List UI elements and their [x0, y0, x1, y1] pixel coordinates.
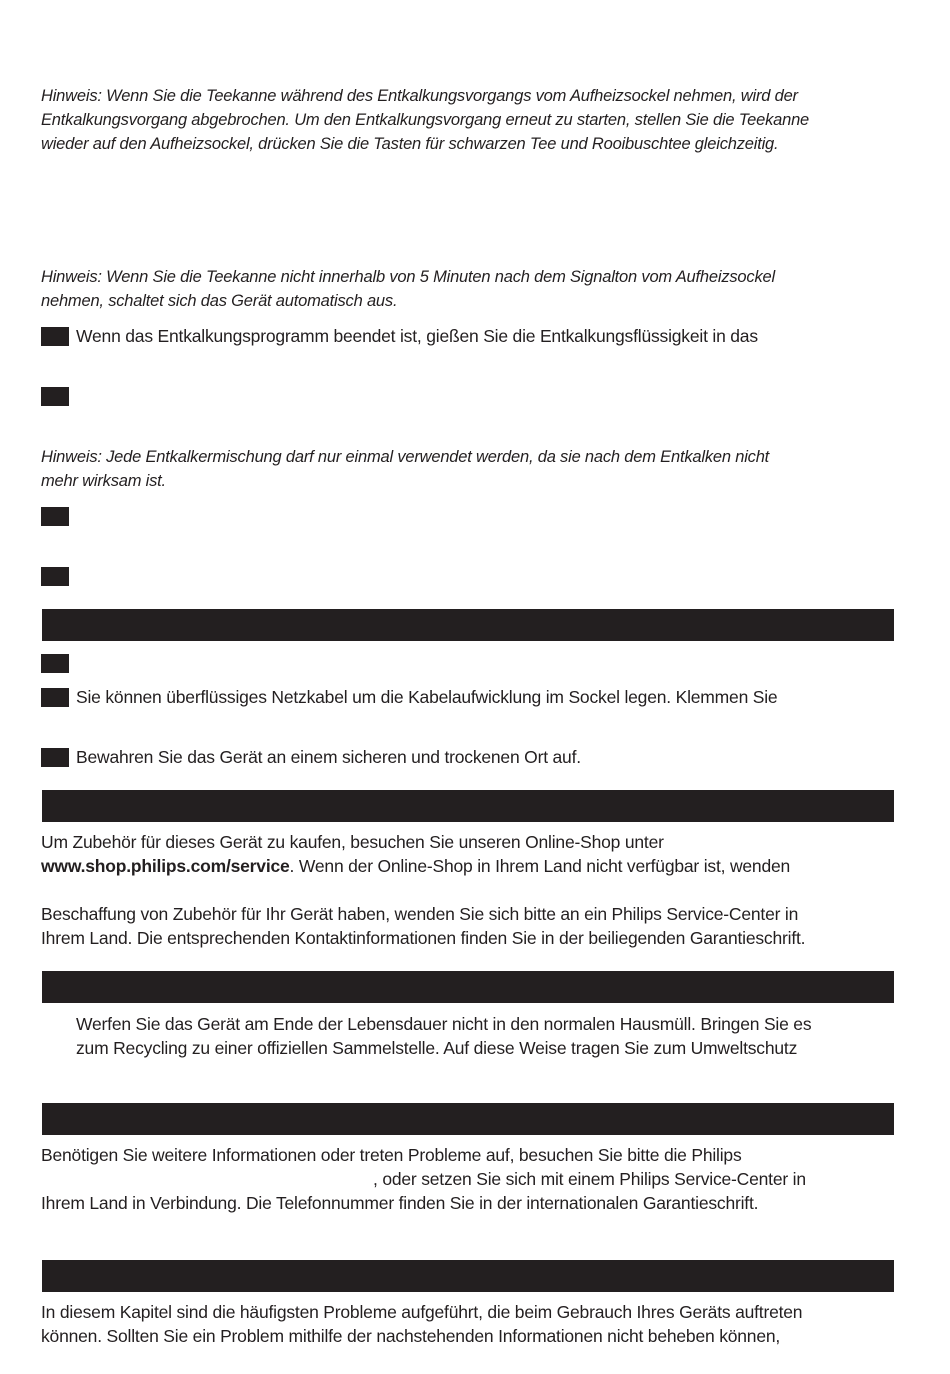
step-number-box [41, 327, 69, 346]
section-header-bar-troubleshooting [42, 1260, 894, 1292]
section-header-bar-storage [42, 609, 894, 641]
accessories-line-4: Ihrem Land. Die entsprechenden Kontaktinformationen finden Sie in der beiliegenden Garantieschrift. [41, 928, 806, 948]
troubleshooting-line-2: können. Sollten Sie ein Problem mithilfe der nachstehenden Informationen nicht beheben können, [41, 1326, 781, 1346]
descaling-interrupt-note [41, 84, 901, 156]
environment-line-1: Werfen Sie das Gerät am Ende der Lebensdauer nicht in den normalen Hausmüll. Bringen Sie es [76, 1014, 812, 1034]
note-line: nehmen, schaltet sich das Gerät automatisch aus. [41, 292, 398, 310]
note-line: Hinweis: Wenn Sie die Teekanne während des Entkalkungsvorgangs vom Aufheizsockel nehmen, wird der [41, 87, 798, 105]
step-cord-storage: Sie können überflüssiges Netzkabel um die Kabelaufwicklung im Sockel legen. Klemmen Sie [76, 687, 778, 707]
note-line: Hinweis: Jede Entkalkermischung darf nur einmal verwendet werden, da sie nach dem Entkalken nicht [41, 448, 770, 466]
accessories-line-1: Um Zubehör für dieses Gerät zu kaufen, besuchen Sie unseren Online-Shop unter [41, 832, 664, 852]
guarantee-line-1: Benötigen Sie weitere Informationen oder treten Probleme auf, besuchen Sie bitte die Philips [41, 1145, 742, 1165]
shop-link[interactable]: www.shop.philips.com/service [41, 856, 290, 876]
section-header-bar-accessories [42, 790, 894, 822]
accessories-line-2-rest: . Wenn der Online-Shop in Ihrem Land nicht verfügbar ist, wenden [289, 856, 791, 876]
step-number-box [41, 507, 69, 526]
note-line: wieder auf den Aufheizsockel, drücken Sie die Tasten für schwarzen Tee und Rooibuschtee gleichzeitig. [41, 135, 779, 153]
step-number-box [41, 688, 69, 707]
descaler-single-use-note [41, 445, 901, 493]
guarantee-line-2: , oder setzen Sie sich mit einem Philips Service-Center in [373, 1169, 806, 1189]
accessories-line-2 [41, 854, 790, 878]
environment-line-2: zum Recycling zu einer offiziellen Sammelstelle. Auf diese Weise tragen Sie zum Umweltschutz [76, 1038, 798, 1058]
note-line: Entkalkungsvorgang abgebrochen. Um den Entkalkungsvorgang erneut zu starten, stellen Sie die Teekanne [41, 111, 810, 129]
step-descale-finished: Wenn das Entkalkungsprogramm beendet ist, gießen Sie die Entkalkungsflüssigkeit in das [76, 326, 758, 346]
section-header-bar-environment [42, 971, 894, 1003]
step-number-box [41, 387, 69, 406]
accessories-line-3: Beschaffung von Zubehör für Ihr Gerät haben, wenden Sie sich bitte an ein Philips Service-Center in [41, 904, 799, 924]
step-number-box [41, 567, 69, 586]
step-store-dry: Bewahren Sie das Gerät an einem sicheren und trockenen Ort auf. [76, 747, 581, 767]
note-line: Hinweis: Wenn Sie die Teekanne nicht innerhalb von 5 Minuten nach dem Signalton vom Aufheizsockel [41, 268, 775, 286]
step-number-box [41, 654, 69, 673]
guarantee-line-3: Ihrem Land in Verbindung. Die Telefonnummer finden Sie in der internationalen Garantieschrift. [41, 1193, 759, 1213]
auto-off-note [41, 265, 901, 313]
note-line: mehr wirksam ist. [41, 472, 166, 490]
step-number-box [41, 748, 69, 767]
section-header-bar-guarantee [42, 1103, 894, 1135]
troubleshooting-line-1: In diesem Kapitel sind die häufigsten Probleme aufgeführt, die beim Gebrauch Ihres Geräts auftreten [41, 1302, 803, 1322]
